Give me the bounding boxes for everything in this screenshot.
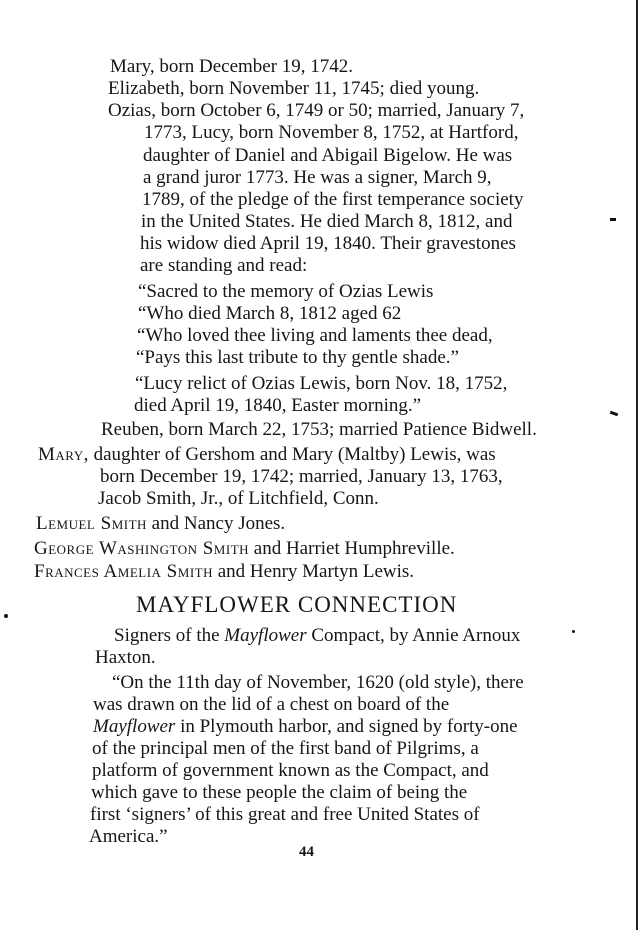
entry-name: Mary, <box>38 444 89 465</box>
genealogy-entry-mary <box>38 444 496 466</box>
quote-line: first ‘signers’ of this great and free United States of <box>90 804 480 825</box>
intro-text: Signers of the <box>114 625 225 646</box>
quote-line: “On the 11th day of November, 1620 (old style), there <box>112 672 524 693</box>
text-line: Ozias, born October 6, 1749 or 50; married, January 7, <box>108 100 525 121</box>
epitaph-line: “Who loved thee living and laments thee dead, <box>137 325 493 346</box>
entry-text: and Harriet Humphreville. <box>253 538 455 559</box>
epitaph-line: “Sacred to the memory of Ozias Lewis <box>138 281 434 302</box>
ship-name: Mayflower <box>93 716 176 737</box>
quote-line: America.” <box>89 826 168 847</box>
genealogy-entry-lemuel <box>36 513 285 535</box>
entry-name: Lemuel Smith <box>36 513 147 534</box>
entry-name: George Washington Smith <box>34 538 250 559</box>
quote-line: of the principal men of the first band of Pilgrims, a <box>92 738 479 759</box>
text-line: 1789, of the pledge of the first temperance society <box>142 189 524 210</box>
quote-line <box>93 716 518 738</box>
entry-text: daughter of Gershom and Mary (Maltby) Lewis, was <box>93 444 496 465</box>
text-line: born December 19, 1742; married, January 13, 1763, <box>100 466 503 487</box>
quote-line: was drawn on the lid of a chest on board of the <box>93 694 450 715</box>
entry-text: and Nancy Jones. <box>151 513 286 534</box>
quote-text: in Plymouth harbor, and signed by forty-one <box>175 716 518 737</box>
ship-name: Mayflower <box>224 625 307 646</box>
entry-text: and Henry Martyn Lewis. <box>217 561 415 582</box>
page-number: 44 <box>299 844 314 860</box>
text-line: 1773, Lucy, born November 8, 1752, at Hartford, <box>144 122 519 143</box>
quote-line: which gave to these people the claim of being the <box>91 782 468 803</box>
print-speck <box>572 630 575 633</box>
epitaph-line: “Pays this last tribute to thy gentle shade.” <box>136 347 459 368</box>
quote-line: platform of government known as the Compact, and <box>92 760 489 781</box>
text-line: a grand juror 1773. He was a signer, March 9, <box>143 167 492 188</box>
section-heading: MAYFLOWER CONNECTION <box>136 592 458 617</box>
text-line: in the United States. He died March 8, 1812, and <box>141 211 513 232</box>
genealogy-entry-frances <box>34 561 414 583</box>
text-line: Reuben, born March 22, 1753; married Patience Bidwell. <box>101 419 537 440</box>
text-line: Haxton. <box>95 647 156 668</box>
text-line: daughter of Daniel and Abigail Bigelow. He was <box>143 145 513 166</box>
text-line: are standing and read: <box>140 255 308 276</box>
print-speck <box>610 218 616 221</box>
epitaph-line: “Lucy relict of Ozias Lewis, born Nov. 18, 1752, <box>135 373 508 394</box>
print-speck <box>4 614 8 618</box>
entry-name: Frances Amelia Smith <box>34 561 213 582</box>
epitaph-line: “Who died March 8, 1812 aged 62 <box>138 303 402 324</box>
page-edge-shadow <box>636 0 638 930</box>
text-line: Jacob Smith, Jr., of Litchfield, Conn. <box>98 488 379 509</box>
genealogy-entry-george <box>34 538 455 560</box>
print-speck <box>610 411 619 417</box>
epitaph-line: died April 19, 1840, Easter morning.” <box>134 395 422 416</box>
intro-text: Compact, by Annie Arnoux <box>306 625 521 646</box>
text-line: his widow died April 19, 1840. Their gravestones <box>140 233 516 254</box>
text-line: Mary, born December 19, 1742. <box>110 56 354 77</box>
section-intro <box>114 625 520 647</box>
text-line: Elizabeth, born November 11, 1745; died young. <box>108 78 480 99</box>
